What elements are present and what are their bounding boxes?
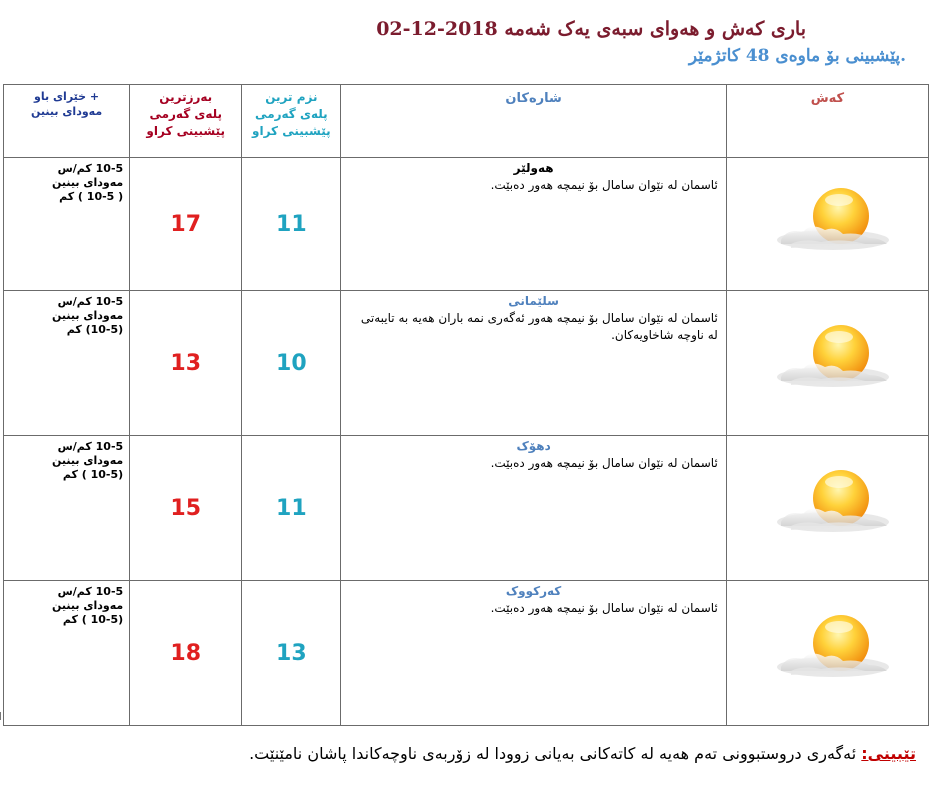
table-header-row (4, 85, 929, 158)
table-row (4, 436, 929, 581)
visibility-label: مەودای بینین (52, 599, 124, 612)
city-cell (341, 581, 726, 726)
weather-cell (726, 436, 928, 581)
wind-speed: 10-5 کم/س (57, 295, 124, 308)
table-row (4, 158, 929, 291)
cell-marker (0, 712, 3, 720)
footnote (249, 744, 916, 763)
city-name: کەرکووک (505, 584, 562, 598)
page-subtitle: پێشبینی بۆ ماوەی 48 کاتژمێر. (688, 46, 906, 66)
city-name: دهۆک (516, 439, 551, 453)
max-temp: 17 (130, 158, 242, 291)
header-min-line1: نزم ترین (265, 90, 318, 104)
header-wind-line2: مەودای بینین (31, 105, 103, 118)
city-description: ئاسمان لە نێوان سامال بۆ نیمچە هەور دەبێت. (490, 456, 718, 470)
header-max-line3: پێشبینی کراو (146, 124, 226, 138)
city-cell (341, 436, 726, 581)
city-name: هەولێر (513, 161, 554, 175)
header-cities: شارەکان (341, 85, 726, 158)
city-description: ئاسمان لە نێوان سامال بۆ نیمچە هەور دەبێت. (490, 178, 718, 192)
forecast-table-wrapper (3, 84, 929, 726)
visibility-value: (10-5) کم (66, 323, 124, 336)
min-temp: 13 (242, 581, 341, 726)
wind-cell (4, 436, 130, 581)
header-max-temp (130, 85, 242, 158)
partly-cloudy-sun-icon (773, 464, 893, 544)
wind-cell (4, 581, 130, 726)
header-max-line2: پلەی گەرمی (149, 107, 223, 121)
city-cell (341, 158, 726, 291)
max-temp: 15 (130, 436, 242, 581)
footnote-label: تێبینی: (861, 744, 916, 763)
visibility-value: (10-5 ) کم (62, 468, 124, 481)
max-temp: 13 (130, 291, 242, 436)
partly-cloudy-sun-icon (773, 609, 893, 689)
wind-speed: 10-5 کم/س (57, 585, 124, 598)
visibility-value: (10-5 ) کم (62, 613, 124, 626)
city-cell (341, 291, 726, 436)
header-min-line2: پلەی گەرمی (255, 107, 328, 121)
city-name: سلێمانی (508, 294, 559, 308)
page-title: باری کەش و هەوای سبەی یەک شەمە 2018-12-02 (376, 18, 806, 40)
wind-speed: 10-5 کم/س (57, 162, 124, 175)
min-temp: 10 (242, 291, 341, 436)
header-min-line3: پێشبینی کراو (252, 124, 331, 138)
min-temp: 11 (242, 436, 341, 581)
city-description: ئاسمان لە نێوان سامال بۆ نیمچە هەور دەبێت. (490, 601, 718, 615)
header-min-temp (242, 85, 341, 158)
visibility-label: مەودای بینین (52, 309, 124, 322)
wind-speed: 10-5 کم/س (57, 440, 124, 453)
wind-cell (4, 291, 130, 436)
header-weather: کەش (726, 85, 928, 158)
wind-cell (4, 158, 130, 291)
min-temp: 11 (242, 158, 341, 291)
weather-cell (726, 158, 928, 291)
partly-cloudy-sun-icon (773, 319, 893, 399)
max-temp: 18 (130, 581, 242, 726)
header-wind (4, 85, 130, 158)
forecast-table (3, 84, 929, 726)
city-description: ئاسمان لە نێوان سامال بۆ نیمچە هەور ئەگەری نمە باران هەیە بە تایبەتی لە ناوچە شاخاویەکان. (360, 311, 718, 342)
table-row (4, 291, 929, 436)
visibility-value: ( 10-5 ) کم (59, 190, 124, 203)
table-row (4, 581, 929, 726)
header-max-line1: بەرزترین (159, 90, 213, 104)
weather-cell (726, 291, 928, 436)
visibility-label: مەودای بینین (52, 454, 124, 467)
header-wind-line1: + خێرای باو (34, 90, 100, 103)
weather-cell (726, 581, 928, 726)
footnote-text: ئەگەری دروستبوونی تەم هەیە لە کاتەکانی بەیانی زوودا لە زۆربەی ناوچەکاندا پاشان نامێنێت. (249, 744, 862, 763)
partly-cloudy-sun-icon (773, 182, 893, 262)
visibility-label: مەودای بینین (52, 176, 124, 189)
